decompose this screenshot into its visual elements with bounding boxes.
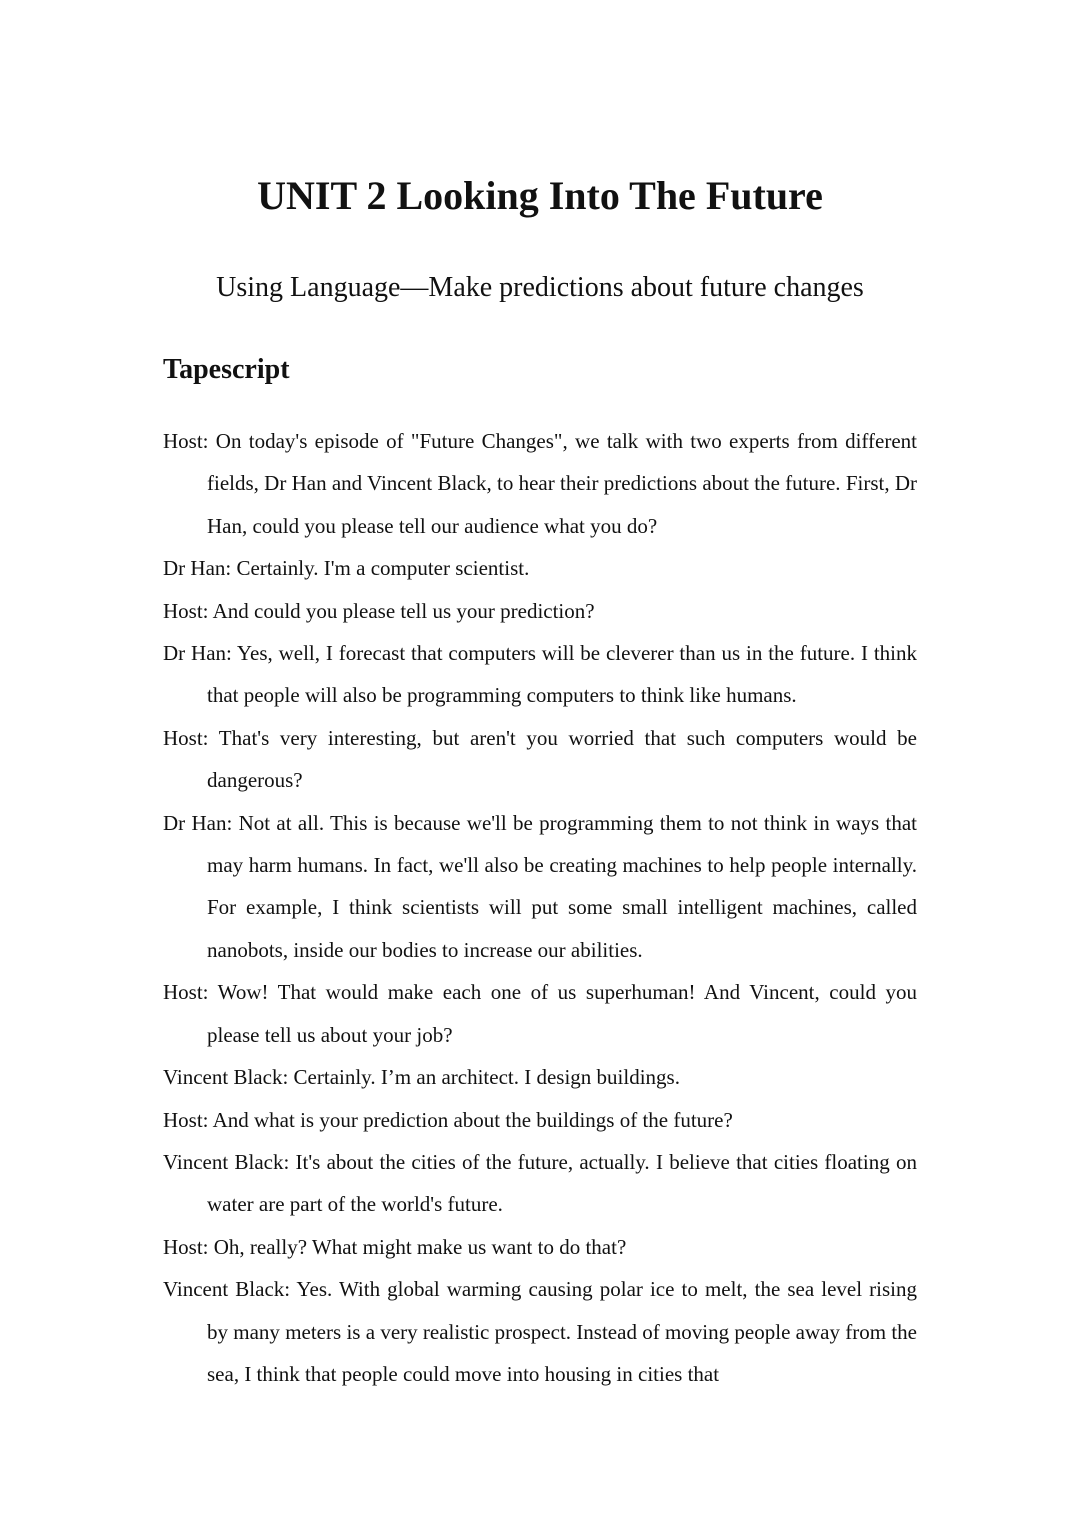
dialogue-turn: Vincent Black: Yes. With global warming causing polar ice to melt, the sea level rising by many meters is a very realistic prospect. Instead of moving people away from the sea, I think that people could move into housing in cities that — [163, 1277, 917, 1386]
tapescript-body — [163, 420, 917, 1395]
dialogue-turn: Host: That's very interesting, but aren't you worried that such computers would be dangerous? — [163, 725, 917, 793]
dialogue-turn: Dr Han: Certainly. I'm a computer scientist. — [163, 556, 530, 581]
dialogue-turn: Host: On today's episode of "Future Changes", we talk with two experts from different fields, Dr Han and Vincent Black, to hear their predictions about the future. First, Dr Han, could you please tell our audience what you do? — [163, 429, 917, 538]
dialogue-turn: Dr Han: Not at all. This is because we'll be programming them to not think in ways that may harm humans. In fact, we'll also be creating machines to help people internally. For example, I think scientists will put some small intelligent machines, called nanobots, inside our bodies to increase our abilities. — [163, 810, 917, 962]
dialogue-turn: Host: And what is your prediction about the buildings of the future? — [163, 1107, 733, 1132]
dialogue-turn: Vincent Black: It's about the cities of the future, actually. I believe that cities floating on water are part of the world's future. — [163, 1149, 917, 1217]
dialogue-turn: Dr Han: Yes, well, I forecast that computers will be cleverer than us in the future. I think that people will also be programming computers to think like humans. — [163, 641, 917, 708]
document-title: UNIT 2 Looking Into The Future — [257, 173, 823, 218]
document-subtitle: Using Language—Make predictions about future changes — [216, 272, 864, 303]
dialogue-turn: Host: Wow! That would make each one of us superhuman! And Vincent, could you please tell us about your job? — [163, 980, 917, 1047]
section-heading: Tapescript — [163, 354, 290, 385]
dialogue-turn: Vincent Black: Certainly. I’m an architect. I design buildings. — [163, 1065, 680, 1090]
dialogue-turn: Host: And could you please tell us your prediction? — [163, 598, 595, 623]
dialogue-turn: Host: Oh, really? What might make us want to do that? — [163, 1234, 627, 1259]
